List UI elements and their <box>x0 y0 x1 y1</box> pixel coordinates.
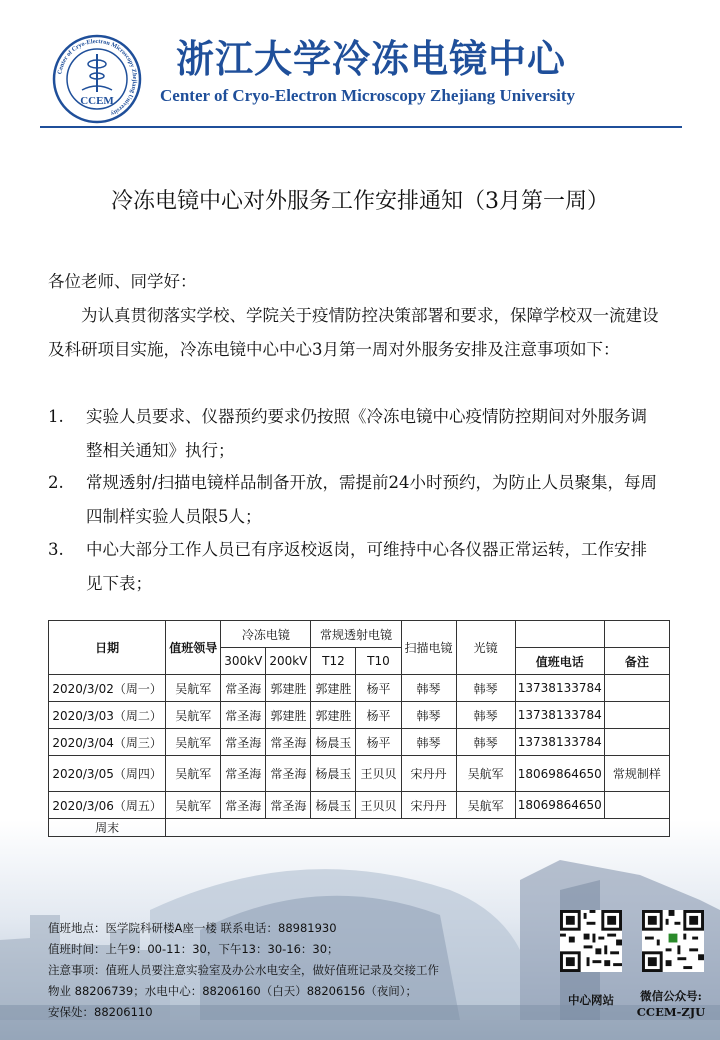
header-phone: 值班电话 <box>515 648 604 675</box>
cell-phone: 13738133784 <box>515 729 604 756</box>
header-divider <box>40 126 682 128</box>
list-item <box>48 466 663 534</box>
cell-date: 2020/3/03（周二） <box>49 702 166 729</box>
list-item <box>48 400 663 468</box>
center-name-en: Center of Cryo-Electron Microscopy Zhejiang University <box>160 86 576 105</box>
cell-leader: 吴航军 <box>166 702 221 729</box>
cell-leader: 吴航军 <box>166 729 221 756</box>
header-date: 日期 <box>49 621 166 675</box>
cell-note: 常规制样 <box>604 756 669 792</box>
cell-note <box>604 702 669 729</box>
list-item-number: 2. <box>48 473 64 492</box>
footer-location: 值班地点：医学院科研楼A座一楼 联系电话：88981930 <box>48 921 337 935</box>
cell-200kv: 常圣海 <box>266 792 311 819</box>
header-blank <box>515 621 604 648</box>
cell-sem: 韩琴 <box>401 675 456 702</box>
table-header-row <box>49 621 670 648</box>
cell-200kv: 常圣海 <box>266 756 311 792</box>
header-t10: T10 <box>356 648 401 675</box>
cell-sem: 韩琴 <box>401 702 456 729</box>
cell-optical: 韩琴 <box>456 729 515 756</box>
cell-note <box>604 729 669 756</box>
list-item-text: 中心大部分工作人员已有序返校返岗，可维持中心各仪器正常运转，工作安排见下表； <box>86 540 647 593</box>
footer-security: 安保处：88206110 <box>48 1005 153 1019</box>
cell-date: 2020/3/05（周四） <box>49 756 166 792</box>
cell-sem: 韩琴 <box>401 729 456 756</box>
cell-optical: 吴航军 <box>456 756 515 792</box>
ccem-logo <box>52 34 142 124</box>
cell-phone: 18069864650 <box>515 792 604 819</box>
wechat-qr-caption <box>628 988 714 1020</box>
header-t12: T12 <box>311 648 356 675</box>
header-optical: 光镜 <box>456 621 515 675</box>
cell-leader: 吴航军 <box>166 756 221 792</box>
cell-t10: 杨平 <box>356 702 401 729</box>
intro-paragraph: 为认真贯彻落实学校、学院关于疫情防控决策部署和要求，保障学校双一流建设及科研项目实施，冷冻电镜中心中心3月第一周对外服务安排及注意事项如下： <box>48 306 659 359</box>
footer-hours: 值班时间：上午9：00-11：30，下午13：30-16：30； <box>48 942 339 956</box>
table-row <box>49 792 670 819</box>
notice-title: 冷冻电镜中心对外服务工作安排通知（3月第一周） <box>111 189 609 214</box>
cell-note <box>604 792 669 819</box>
cell-t12: 郭建胜 <box>311 702 356 729</box>
cell-phone: 13738133784 <box>515 702 604 729</box>
center-name-cn: 浙江大学冷冻电镜中心 <box>176 37 567 81</box>
wechat-qr-code <box>642 910 704 972</box>
cell-300kv: 常圣海 <box>221 729 266 756</box>
cell-200kv: 郭建胜 <box>266 702 311 729</box>
cell-date: 2020/3/02（周一） <box>49 675 166 702</box>
greeting: 各位老师、同学好： <box>48 272 197 291</box>
cell-t12: 杨晨玉 <box>311 756 356 792</box>
header-note: 备注 <box>604 648 669 675</box>
list-item-number: 3. <box>48 540 64 559</box>
footer-info <box>48 918 518 1023</box>
logo-ring-text: Center of Cryo-Electron Microscopy Zhejiang University <box>56 37 139 118</box>
cell-leader: 吴航军 <box>166 675 221 702</box>
list-item-text: 实验人员要求、仪器预约要求仍按照《冷冻电镜中心疫情防控期间对外服务调整相关通知》执行； <box>86 407 647 460</box>
header-blank <box>604 621 669 648</box>
table-row-weekend <box>49 819 670 837</box>
header-tem: 常规透射电镜 <box>311 621 401 648</box>
cell-t10: 杨平 <box>356 675 401 702</box>
website-qr-code <box>560 910 622 972</box>
cell-t10: 王贝贝 <box>356 792 401 819</box>
cell-200kv: 常圣海 <box>266 729 311 756</box>
cell-date: 2020/3/04（周三） <box>49 729 166 756</box>
cell-note <box>604 675 669 702</box>
list-item <box>48 533 663 601</box>
cell-sem: 宋丹丹 <box>401 756 456 792</box>
table-row <box>49 729 670 756</box>
cell-sem: 宋丹丹 <box>401 792 456 819</box>
cell-weekend: 周末 <box>49 819 166 837</box>
list-item-number: 1. <box>48 407 64 426</box>
cell-optical: 韩琴 <box>456 675 515 702</box>
table-row <box>49 756 670 792</box>
cell-phone: 13738133784 <box>515 675 604 702</box>
cell-optical: 韩琴 <box>456 702 515 729</box>
wechat-caption-line2: CCEM-ZJU <box>636 1005 706 1019</box>
cell-t10: 杨平 <box>356 729 401 756</box>
cell-200kv: 郭建胜 <box>266 675 311 702</box>
cell-300kv: 常圣海 <box>221 756 266 792</box>
schedule-table <box>48 620 670 837</box>
cell-date: 2020/3/06（周五） <box>49 792 166 819</box>
cell-300kv: 常圣海 <box>221 792 266 819</box>
cell-t12: 杨晨玉 <box>311 729 356 756</box>
header-300kv: 300kV <box>221 648 266 675</box>
cell-t12: 杨晨玉 <box>311 792 356 819</box>
cell-leader: 吴航军 <box>166 792 221 819</box>
table-row <box>49 675 670 702</box>
website-qr-caption: 中心网站 <box>568 993 614 1007</box>
cell-300kv: 常圣海 <box>221 675 266 702</box>
header-200kv: 200kV <box>266 648 311 675</box>
cell-t12: 郭建胜 <box>311 675 356 702</box>
footer-notes: 注意事项：值班人员要注意实验室及办公水电安全，做好值班记录及交接工作 <box>48 963 439 977</box>
header-cryo-em: 冷冻电镜 <box>221 621 311 648</box>
list-item-text: 常规透射/扫描电镜样品制备开放，需提前24小时预约，为防止人员聚集，每周四制样实验人员限5人； <box>86 473 658 526</box>
cell-phone: 18069864650 <box>515 756 604 792</box>
header-leader: 值班领导 <box>166 621 221 675</box>
cell-300kv: 常圣海 <box>221 702 266 729</box>
cell-optical: 吴航军 <box>456 792 515 819</box>
cell-t10: 王贝贝 <box>356 756 401 792</box>
table-row <box>49 702 670 729</box>
footer-contacts: 物业 88206739；水电中心：88206160（白天）88206156（夜间）； <box>48 984 418 998</box>
header-sem: 扫描电镜 <box>401 621 456 675</box>
logo-abbrev: CCEM <box>80 95 114 107</box>
cell-weekend-empty <box>166 819 670 837</box>
wechat-caption-line1: 微信公众号: <box>640 989 702 1003</box>
